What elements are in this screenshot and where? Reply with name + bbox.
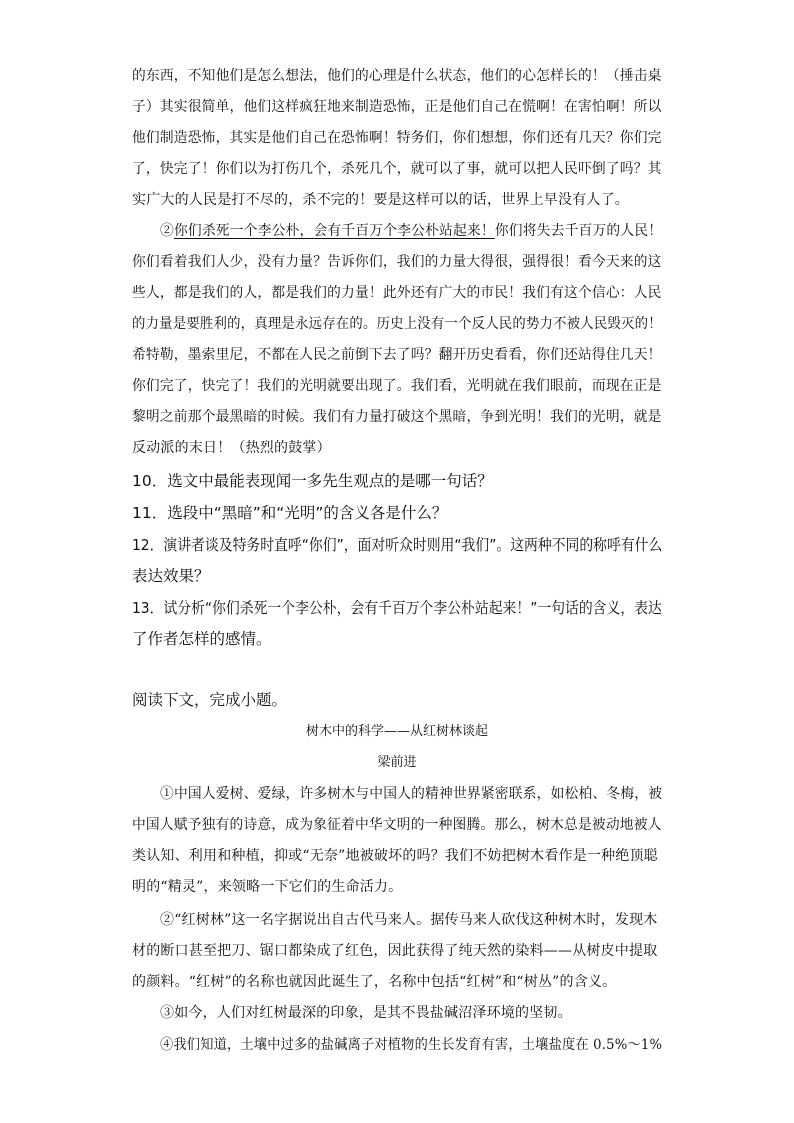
speech-p1-line-5: 实广大的人民是打不尽的，杀不完的！要是这样可以的话，世界上早没有人了。 [132, 192, 629, 208]
speech-p2-line-8: 反动派的末日！（热烈的鼓掌） [132, 440, 331, 456]
speech-p1-line-1: 的东西，不知他们是怎么想法，他们的心理是什么状态，他们的心怎样长的！（捶击桌 [132, 68, 662, 84]
article-p4: ④我们知道，土壤中过多的盐碱离子对植物的生长发育有害，土壤盐度在 0.5%～1% [160, 1037, 663, 1053]
article-p2-line-2: 材的断口甚至把刀、锯口都染成了红色，因此获得了纯天然的染料——从树皮中提取 [132, 943, 658, 959]
speech-p2-line-5: 希特勒，墨索里尼，不都在人民之前倒下去了吗？翻开历史看看，你们还站得住几天！ [132, 347, 662, 363]
speech-p2-line-3: 些人，都是我们的人，都是我们的力量！此外还有广大的市民！我们有这个信心：人民 [132, 285, 662, 301]
speech-p1-line-4: 了，快完了！你们以为打伤几个，杀死几个，就可以了事，就可以把人民吓倒了吗？其 [132, 161, 662, 177]
speech-p2-line-2: 你们看着我们人少，没有力量？告诉你们，我们的力量大得很，强得很！看今天来的这 [132, 254, 662, 270]
question-11: 11．选段中“黑暗”和“光明”的含义各是什么？ [132, 504, 448, 522]
speech-p2-first-line [160, 221, 662, 241]
article-title: 树木中的科学——从红树林谈起 [305, 724, 488, 739]
underlined-key-sentence: 你们杀死一个李公朴，会有千百万个李公朴站起来！ [173, 223, 495, 239]
article-p2-line-1: ②“红树林”这一名字据说出自古代马来人。据传马来人砍伐这种树木时，发现木 [160, 912, 658, 928]
speech-p2-first-rest: 你们将失去千百万的人民！ [494, 223, 663, 239]
article-p1-line-1: ①中国人爱树、爱绿，许多树木与中国人的精神世界紧密联系，如松柏、冬梅，被 [160, 786, 663, 802]
reading-intro: 阅读下文，完成小题。 [132, 691, 288, 709]
speech-p2-line-6: 你们完了，快完了！我们的光明就要出现了。我们看，光明就在我们眼前，而现在正是 [132, 378, 662, 394]
article-author: 梁前进 [377, 755, 417, 770]
article-p3: ③如今，人们对红树最深的印象，是其不畏盐碱沼泽环境的坚韧。 [160, 1005, 572, 1021]
speech-p1-line-3: 他们制造恐怖，其实是他们自己在恐怖啊！特务们，你们想想，你们还有几天？你们完 [132, 130, 662, 146]
article-p1-line-2: 中国人赋予独有的诗意，成为象征着中华文明的一种图腾。那么，树木总是被动地被人 [132, 817, 662, 833]
speech-p2-line-4: 的力量是要胜利的，真理是永远存在的。历史上没有一个反人民的势力不被人民毁灭的！ [132, 316, 662, 332]
article-p1-line-3: 类认知、利用和种植，抑或“无奈”地被破坏的吗？我们不妨把树木看作是一种绝顶聪 [132, 848, 658, 864]
speech-p2-line-7: 黎明之前那个最黑暗的时候。我们有力量打破这个黑暗，争到光明！我们的光明，就是 [132, 409, 662, 425]
question-12-cont: 表达效果？ [132, 567, 210, 585]
question-12: 12．演讲者谈及特务时直呼“你们”，面对听众时则用“我们”。这两种不同的称呼有什么 [132, 536, 663, 554]
question-13-cont: 了作者怎样的感情。 [132, 630, 272, 648]
paragraph-marker: ② [160, 223, 174, 239]
question-10: 10．选文中最能表现闻一多先生观点的是哪一句话？ [132, 472, 493, 490]
article-p2-line-3: 的颜料。“红树”的名称也就因此诞生了，名称中包括“红树”和“树丛”的含义。 [132, 974, 617, 990]
question-13: 13．试分析“你们杀死一个李公朴，会有千百万个李公朴站起来！”一句话的含义，表达 [132, 599, 662, 617]
speech-p1-line-2: 子）其实很简单，他们这样疯狂地来制造恐怖，正是他们自己在慌啊！在害怕啊！所以 [132, 99, 662, 115]
article-p1-line-4: 明的“精灵”，来领略一下它们的生命活力。 [132, 879, 403, 895]
